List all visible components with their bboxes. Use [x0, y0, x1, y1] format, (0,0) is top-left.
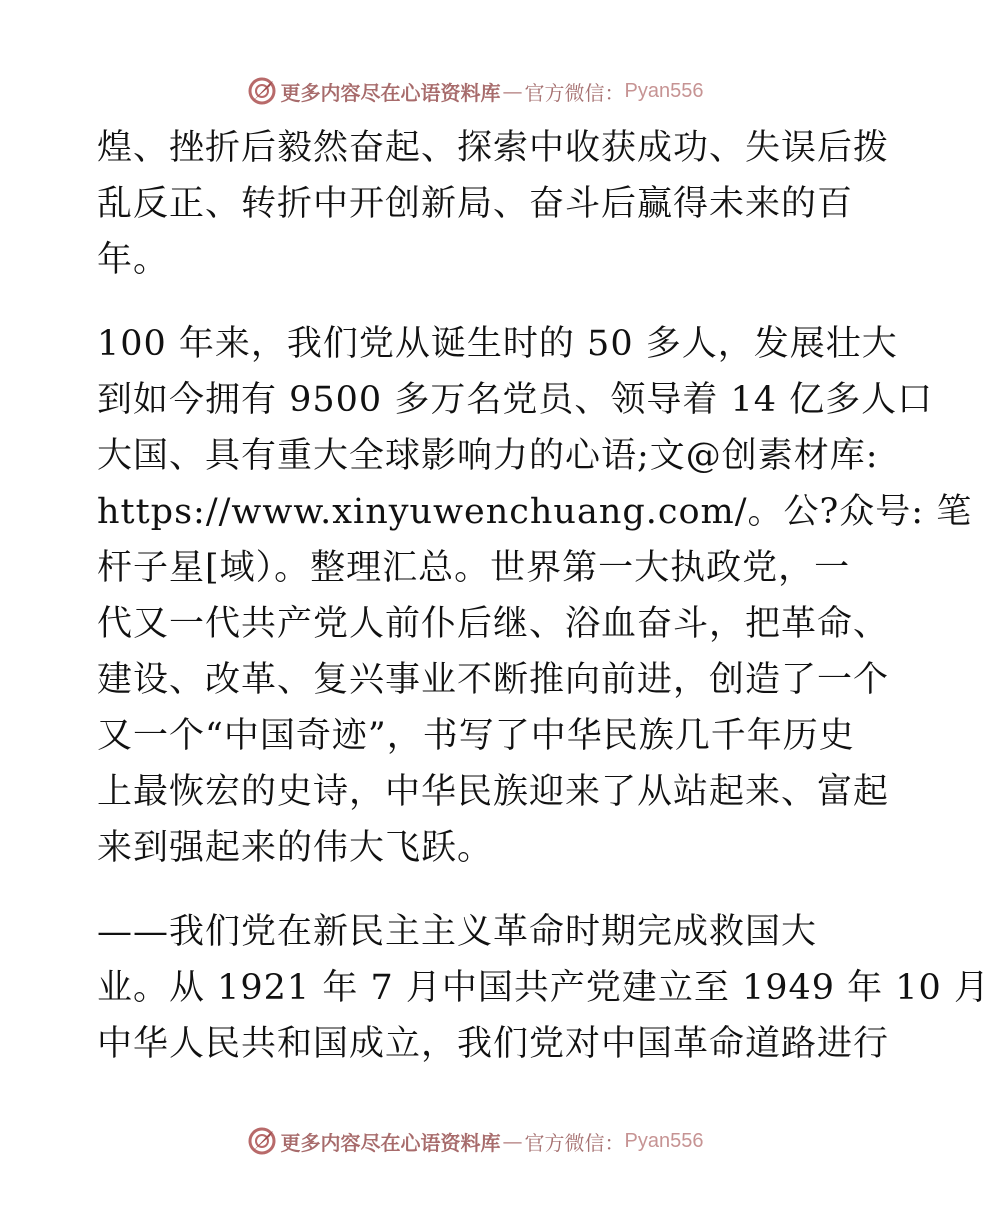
text-line: 又一个“中国奇迹”，书写了中华民族几千年历史	[97, 716, 855, 756]
document-body	[97, 120, 990, 1072]
text-line: ——我们党在新民主主义革命时期完成救国大	[97, 912, 818, 952]
banner-wechat-label: 官方微信：	[524, 1130, 625, 1155]
text-line: 100 年来，我们党从诞生时的 50 多人，发展壮大	[97, 324, 898, 364]
paragraph-1	[97, 120, 890, 288]
banner-title: 更多内容尽在心语资料库	[280, 1130, 501, 1155]
banner-title: 更多内容尽在心语资料库	[280, 80, 501, 105]
text-line: 建设、改革、复兴事业不断推向前进，创造了一个	[97, 660, 890, 700]
banner-wechat-label: 官方微信：	[524, 80, 625, 105]
text-line: 业。从 1921 年 7 月中国共产党建立至 1949 年 10 月	[97, 968, 990, 1008]
banner-dash: —	[502, 79, 523, 103]
header-watermark-banner	[0, 69, 950, 113]
text-line: 乱反正、转折中开创新局、奋斗后赢得未来的百	[97, 184, 854, 224]
text-line: 年。	[97, 240, 170, 280]
text-line: 上最恢宏的史诗，中华民族迎来了从站起来、富起	[97, 772, 890, 812]
text-line-url: https://www.xinyuwenchuang.com/。公?众号: 笔	[97, 492, 973, 532]
text-line: 到如今拥有 9500 多万名党员、领导着 14 亿多人口	[97, 380, 934, 420]
banner-dash: —	[502, 1129, 523, 1153]
text-line: 大国、具有重大全球影响力的心语;文@创素材库:	[97, 436, 879, 476]
paragraph-2	[97, 316, 973, 876]
text-line: 代又一代共产党人前仆后继、浴血奋斗，把革命、	[97, 604, 890, 644]
text-line: 杆子星[域）。整理汇总。世界第一大执政党，一	[97, 548, 851, 588]
paragraph-3	[97, 904, 990, 1072]
quill-logo-icon	[247, 76, 277, 106]
banner-wechat-id: Pyan556	[624, 79, 704, 102]
text-line: 中华人民共和国成立，我们党对中国革命道路进行	[97, 1024, 890, 1064]
footer-watermark-banner	[0, 1119, 950, 1163]
banner-wechat-id: Pyan556	[624, 1129, 704, 1152]
quill-logo-icon	[247, 1126, 277, 1156]
text-line: 来到强起来的伟大飞跃。	[97, 828, 494, 868]
text-line: 煌、挫折后毅然奋起、探索中收获成功、失误后拨	[97, 128, 890, 168]
